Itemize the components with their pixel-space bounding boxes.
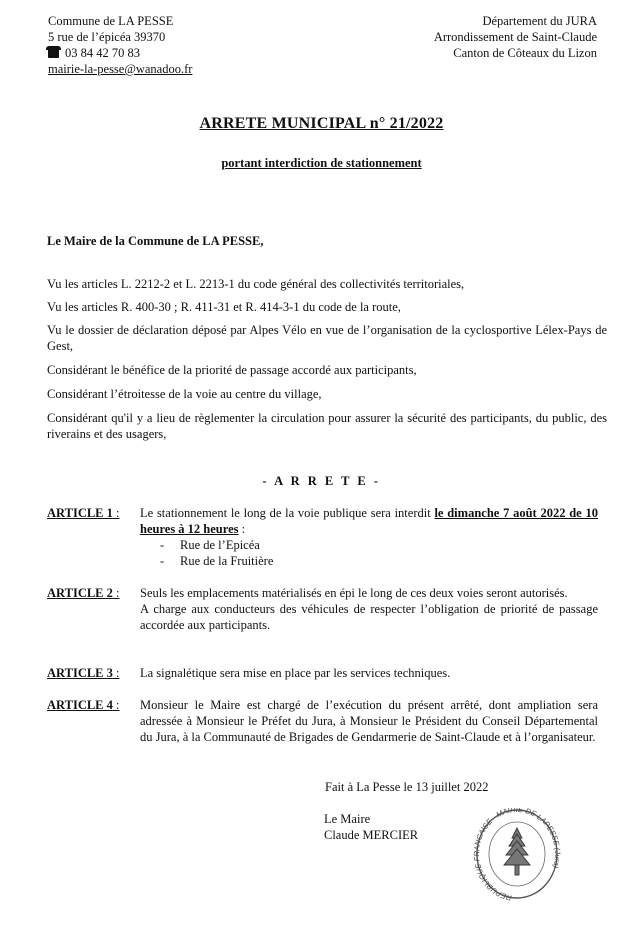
- consideration-2: Vu les articles R. 400-30 ; R. 411-31 et R. 414-3-1 du code de la route,: [47, 300, 401, 314]
- consideration-6: Considérant qu'il y a lieu de règlementer la circulation pour assurer la sécurité des participants, du public, des riverains et des usagers,: [47, 411, 607, 441]
- signature-role: Le Maire: [324, 812, 371, 826]
- administrative-block: [434, 13, 597, 61]
- article-2-colon: :: [112, 586, 120, 600]
- signature-name: Claude MERCIER: [324, 828, 419, 842]
- canton: Canton de Côteaux du Lizon: [453, 46, 597, 60]
- document-title: ARRETE MUNICIPAL n° 21/2022: [199, 115, 444, 132]
- street-list: [160, 537, 273, 569]
- article-2-label-text: ARTICLE 2: [47, 586, 113, 600]
- article-1-label-text: ARTICLE 1: [47, 506, 113, 520]
- phone-line: [48, 45, 192, 61]
- list-item: - Rue de la Fruitière: [160, 554, 274, 568]
- article-2-label: [47, 585, 120, 601]
- consideration-4: Considérant le bénéfice de la priorité de passage accordé aux participants,: [47, 363, 417, 377]
- mayor-line: Le Maire de la Commune de LA PESSE,: [47, 234, 264, 248]
- article-3-label-text: ARTICLE 3: [47, 666, 113, 680]
- consideration-1: Vu les articles L. 2212-2 et L. 2213-1 du code général des collectivités territoriales,: [47, 277, 465, 291]
- article-3-colon: :: [112, 666, 120, 680]
- street-name: Rue de la Fruitière: [180, 554, 274, 568]
- sender-block: [48, 13, 192, 77]
- article-1-text: Le stationnement le long de la voie publique sera interdit: [140, 506, 435, 520]
- article-4-colon: :: [112, 698, 120, 712]
- svg-text:REPUBLIQUE FRANCAISE · MAIRIE: REPUBLIQUE F ANCAISE · MAIRIE DE LAPESSE ( ra): [473, 808, 561, 903]
- article-1-highlight: le dimanche 7 août 2022 de 10 heures à 12 heures: [140, 506, 598, 536]
- seal-icon: [473, 808, 561, 908]
- article-1-colon: :: [112, 506, 120, 520]
- article-1-text-end: :: [238, 522, 246, 536]
- article-2-body: [140, 585, 598, 633]
- street-name: Rue de l’Epicéa: [180, 538, 260, 552]
- consideration-3: Vu le dossier de déclaration déposé par Alpes Vélo en vue de l’organisation de la cyclosportive Lélex-Pays de Gest,: [47, 323, 607, 353]
- article-4-body: [140, 697, 598, 745]
- phone-icon: [48, 49, 59, 58]
- commune-name: Commune de LA PESSE: [48, 14, 174, 28]
- list-item: - Rue de l’Epicéa: [160, 538, 260, 552]
- article-4-label: [47, 697, 120, 713]
- article-2-paragraph-2: A charge aux conducteurs des véhicules de respecter l’obligation de priorité de passage accordée aux participants.: [140, 602, 598, 632]
- article-4-paragraph-1: Monsieur le Maire est chargé de l’exécution du présent arrêté, dont ampliation sera adressée à Monsieur le Préfet du Jura, à Monsieur le Président du Conseil Départemental du Jura, à la Communauté de Brigades de Gendarmerie de Saint-Claude et à l’organisateur.: [140, 698, 598, 744]
- document-subtitle: portant interdiction de stationnement: [221, 156, 422, 170]
- article-1-body: [140, 505, 598, 537]
- commune-address: 5 rue de l’épicéa 39370: [48, 30, 166, 44]
- official-stamp: [473, 808, 561, 908]
- email-address: mairie-la-pesse@wanadoo.fr: [48, 62, 193, 76]
- arrete-heading: - A R R E T E -: [262, 474, 381, 488]
- article-3-body: [140, 665, 598, 681]
- phone-number: 03 84 42 70 83: [65, 46, 140, 60]
- department: Département du JURA: [482, 14, 597, 28]
- article-2-paragraph-1: Seuls les emplacements matérialisés en épi le long de ces deux voies seront autorisés.: [140, 586, 568, 600]
- article-1-label: [47, 505, 120, 521]
- signature-block: [324, 811, 418, 843]
- arrondissement: Arrondissement de Saint-Claude: [433, 30, 597, 44]
- article-3-label: [47, 665, 120, 681]
- article-4-label-text: ARTICLE 4: [47, 698, 113, 712]
- consideration-5: Considérant l’étroitesse de la voie au centre du village,: [47, 387, 322, 401]
- done-at: Fait à La Pesse le 13 juillet 2022: [325, 780, 489, 794]
- article-3-paragraph-1: La signalétique sera mise en place par les services techniques.: [140, 666, 451, 680]
